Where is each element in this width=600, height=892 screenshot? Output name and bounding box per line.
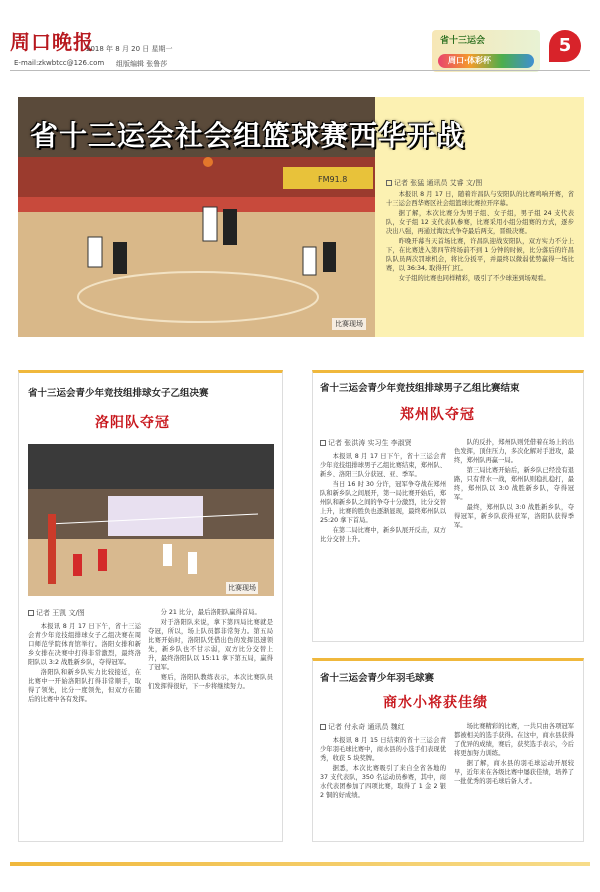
paragraph: 最终，郑州队以 3:0 战胜新乡队，夺得冠军，新乡队获得亚军，洛阳队获得季军。: [454, 504, 574, 529]
paragraph: 据了解，本次比赛分为男子组、女子组，男子组 24 支代表队，女子组 12 支代表队参赛，比赛采用小组分组赛的方式，逐步决出八强，再通过淘汰式争夺最后两支，晋级决赛。: [386, 210, 574, 235]
paragraph: 第三局比赛开始后，新乡队已经没有退路，只有背水一战，郑州队则稳扎稳打，最终，郑州队以 3:0 战胜新乡队，夺得冠军。: [454, 467, 574, 501]
article-body-col1: [28, 622, 141, 705]
article-byline: 记者 付永奇 通讯员 魏红: [320, 722, 405, 732]
paragraph: 在第二局比赛中，新乡队展开反击，双方比分交替上升。: [320, 527, 446, 543]
article-body-col1: [320, 736, 446, 801]
paragraph: 据悉，本次比赛吸引了来自全省各地的 37 支代表队，350 名运动员参赛，其中，商水代表团参加了四项比赛，取得了 1 金 2 银 2 铜的好成绩。: [320, 765, 446, 799]
paragraph: 分 21 比分，最后洛阳队赢得首局。: [160, 609, 261, 616]
paragraph: 对于洛阳队来说，拿下第四局比赛就是夺冠，所以，场上队员都非常努力。第五局比赛开始时，洛阳队凭借出色的发挥迅速领先，新乡队也不甘示弱，双方比分交替上升，最终洛阳队以 15:11 拿下第五局，赢得了冠军。: [148, 619, 273, 671]
paragraph: 赛后，洛阳队教练表示，本次比赛队员们发挥得很好，下一步将继续努力。: [148, 674, 273, 690]
article-body-col2: [454, 722, 574, 787]
page-number: 5: [549, 30, 581, 62]
layout-editor: 组版编辑 张鲁莎: [116, 60, 168, 68]
games-logo-title: 省十三运会: [440, 36, 486, 46]
header-divider: [10, 70, 590, 71]
paragraph: 昨晚开幕当天首场比赛，许昌队迎战安阳队，双方实力不分上下，在比赛进入第四节终场前不到 1 分钟的时候，比分落后的许昌队队员两次罚球机会，将比分扳平，并最终以微弱优势赢得一场比赛，以 36:34, 取得开门红。: [386, 238, 574, 272]
paragraph: 本报讯 8 月 15 日结束的省十三运会青少年羽毛球比赛中，商水县的小选手们表现优秀，收获 5 块奖牌。: [320, 737, 446, 762]
paragraph: 女子组的比赛也同样精彩，吸引了不少球迷到场观看。: [398, 275, 550, 282]
article-body: [386, 190, 574, 284]
main-headline: 省十三运会社会组篮球赛西华开战: [30, 119, 466, 152]
volleyball-photo: [28, 444, 274, 596]
article-title: 洛阳队夺冠: [95, 415, 170, 431]
paragraph: 本报讯 8 月 17 日，随着许昌队与安阳队的比赛鸣响开赛，省十三运会西华赛区社会组篮球比赛拉开序幕。: [386, 191, 574, 207]
paragraph: 队的反扑，郑州队则凭借着在场上的出色发挥，顶住压力，多次化解对手进攻，最终，郑州队再赢一局。: [454, 439, 574, 464]
article-byline: 记者 张洪涛 实习生 李淑贤: [320, 438, 412, 448]
article-byline: 记者 王凯 文/图: [28, 608, 85, 618]
article-kicker: 省十三运会青少年竞技组排球女子乙组决赛: [28, 388, 209, 399]
article-body-col2: [454, 438, 574, 531]
contact-email: E-mail:zkwbtcc@126.com: [14, 59, 105, 67]
svg-text:FM91.8: FM91.8: [318, 175, 348, 184]
article-body-col2: [148, 608, 273, 692]
article-title: 商水小将获佳绩: [383, 695, 488, 711]
games-logo-banner: 周口·体彩杯: [438, 54, 534, 68]
issue-date: 2018 年 8 月 20 日 星期一: [86, 45, 173, 53]
footer-divider: [10, 862, 590, 866]
photo-caption: 比赛现场: [228, 584, 256, 592]
paragraph: 当日 16 时 30 分许，冠军争夺战在郑州队和新乡队之间展开，第一局比赛开始后，郑州队和新乡队之间的争夺十分激烈，比分交替上升，比赛的胜负也逐渐显现，最终郑州队以 25:20 拿下首局。: [320, 481, 446, 524]
games-logo: [432, 30, 540, 72]
volleyball-women-article: [18, 370, 283, 842]
article-kicker: 省十三运会青少年羽毛球赛: [320, 673, 435, 684]
article-title: 郑州队夺冠: [400, 407, 475, 423]
paragraph: 本报讯 8 月 17 日下午，省十三运会青少年竞技组排球男子乙组比赛结束，郑州队、新乡、洛阳三队分获冠、亚、季军。: [320, 453, 446, 478]
article-body-col1: [320, 452, 446, 545]
article-kicker: 省十三运会青少年竞技组排球男子乙组比赛结束: [320, 383, 520, 394]
photo-caption: 比赛现场: [332, 318, 366, 330]
paragraph: 场比赛精彩的比赛，一共只由各项冠军都被相关的选手获得。在这中，商水县获得了优异的成绩，赛后，获奖选手表示，今后将更加努力训练。: [454, 723, 574, 757]
masthead: 周口晚报: [10, 30, 94, 54]
paragraph: 本报讯 8 月 17 日下午，省十三运会青少年竞技组排球女子乙组决赛在周口师范学院体育馆举行。洛阳女排和新乡女排在决赛中打得非常激烈，最终洛阳队以 3:2 战胜新乡队，夺得冠军。: [28, 623, 141, 666]
article-byline: 记者 张猛 通讯员 艾睿 文/图: [386, 178, 482, 188]
paragraph: 据了解，商水县的羽毛球运动开展较早，近年来在各级比赛中屡获佳绩，培养了一批优秀的羽毛球后备人才。: [454, 760, 574, 785]
paragraph: 洛阳队和新乡队实力比较接近，在比赛中一开始洛阳队打得非常顺手，取得了领先，比分一度领先，但双方在随后的比赛中各有发挥。: [28, 669, 141, 703]
